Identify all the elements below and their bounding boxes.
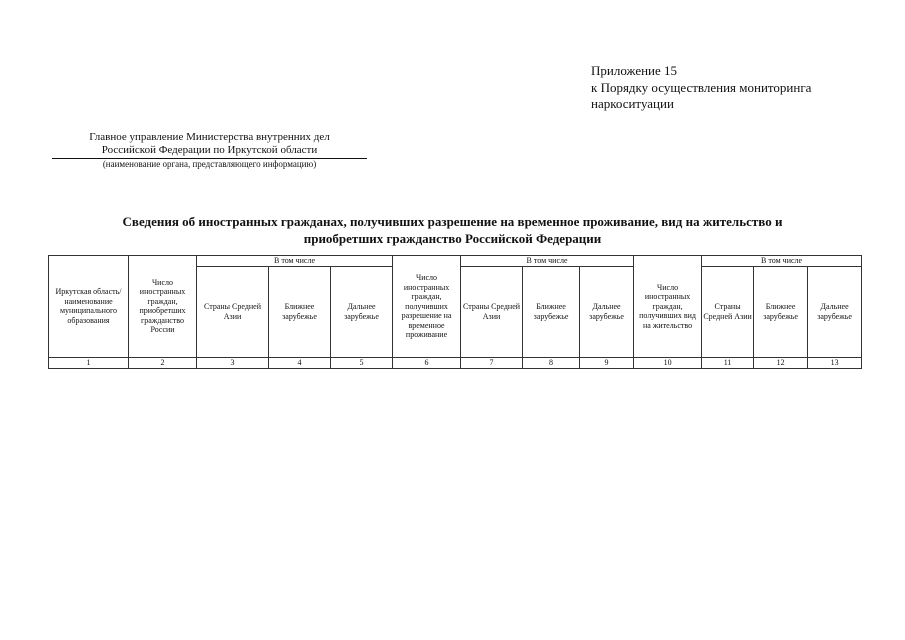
column-number: 10 (634, 357, 702, 368)
organization-caption: (наименование органа, представляющего информацию) (102, 159, 317, 169)
organization-name-line2: Российской Федерации по Иркутской области (101, 144, 318, 156)
document-title-line2: приобретших гражданство Российской Федерации (303, 231, 602, 246)
column-number: 3 (197, 357, 269, 368)
header-far-abroad: Дальнее зарубежье (331, 266, 393, 357)
appendix-reference-cont: наркоситуации (591, 96, 674, 111)
column-number: 5 (331, 357, 393, 368)
column-number: 9 (580, 357, 634, 368)
column-number: 6 (393, 357, 461, 368)
header-region: Иркутская область/ наименование муниципального образования (49, 256, 129, 358)
column-number: 1 (49, 357, 129, 368)
appendix-reference: к Порядку осуществления мониторинга (591, 79, 812, 95)
header-citizenship: Число иностранных граждан, приобретших гражданство России (129, 256, 197, 358)
appendix-header (591, 63, 811, 113)
column-number: 7 (461, 357, 523, 368)
column-number: 2 (129, 357, 197, 368)
header-group-permit: В том числе (702, 256, 862, 267)
column-number: 4 (269, 357, 331, 368)
column-number: 13 (808, 357, 862, 368)
header-group-citizenship: В том числе (197, 256, 393, 267)
header-temporary-residence: Число иностранных граждан, получивших разрешение на временное проживание (393, 256, 461, 358)
header-near-abroad: Ближнее зарубежье (523, 266, 580, 357)
header-near-abroad: Ближнее зарубежье (269, 266, 331, 357)
header-far-abroad: Дальнее зарубежье (580, 266, 634, 357)
header-far-abroad: Дальнее зарубежье (808, 266, 862, 357)
table-header-row-1 (49, 256, 862, 267)
organization-block (52, 131, 367, 170)
column-number-row (49, 357, 862, 368)
header-group-temporary: В том числе (461, 256, 634, 267)
header-central-asia: Страны Средней Азии (702, 266, 754, 357)
column-number: 11 (702, 357, 754, 368)
column-number: 8 (523, 357, 580, 368)
report-table (48, 255, 862, 369)
organization-name-line1: Главное управление Министерства внутренних дел (89, 131, 330, 143)
header-residence-permit: Число иностранных граждан, получивших вид на жительство (634, 256, 702, 358)
column-number: 12 (754, 357, 808, 368)
appendix-number: Приложение 15 (591, 63, 678, 78)
header-near-abroad: Ближнее зарубежье (754, 266, 808, 357)
document-title (40, 213, 865, 247)
header-central-asia: Страны Средней Азии (461, 266, 523, 357)
header-central-asia: Страны Средней Азии (197, 266, 269, 357)
document-title-line1: Сведения об иностранных гражданах, получивших разрешение на временное проживание, вид на жительство и (122, 214, 783, 229)
